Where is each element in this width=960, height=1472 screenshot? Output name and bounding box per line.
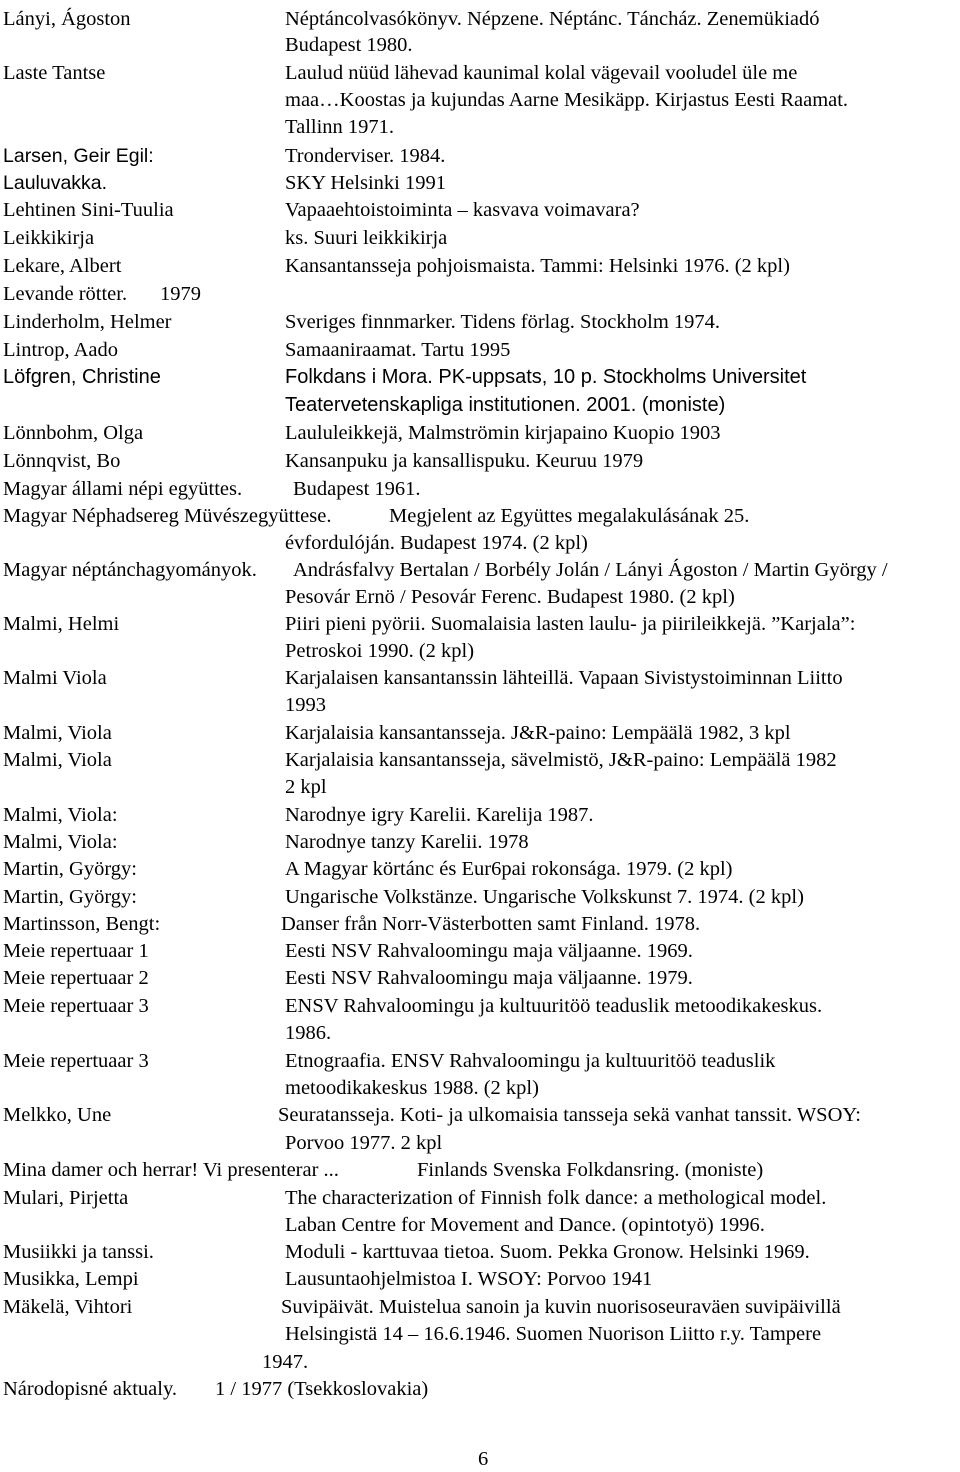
entry-text: Teatervetenskapliga institutionen. 2001. (moniste) <box>285 394 726 416</box>
entry-text: Kansanpuku ja kansallispuku. Keuruu 1979 <box>285 450 644 472</box>
entry-author: Melkko, Une <box>3 1104 112 1126</box>
entry-text: The characterization of Finnish folk dance: a methological model. <box>285 1187 827 1209</box>
entry-author: Malmi Viola <box>3 667 107 689</box>
entry-text: Narodnye igry Karelii. Karelija 1987. <box>285 804 594 826</box>
entry-text: Pesovár Ernö / Pesovár Ferenc. Budapest 1980. (2 kpl) <box>285 586 735 608</box>
entry-author: Meie repertuaar 1 <box>3 940 149 962</box>
entry-text: Porvoo 1977. 2 kpl <box>285 1132 443 1154</box>
entry-text: Eesti NSV Rahvaloomingu maja väljaanne. 1969. <box>285 940 693 962</box>
entry-author: Mulari, Pirjetta <box>3 1187 129 1209</box>
entry-author: Lönnbohm, Olga <box>3 422 144 444</box>
entry-text: Samaaniraamat. Tartu 1995 <box>285 339 511 361</box>
entry-author: Malmi, Helmi <box>3 613 120 635</box>
entry-author: Mäkelä, Vihtori <box>3 1296 133 1318</box>
entry-text: Karjalaisia kansantansseja, sävelmistö, J&R-paino: Lempäälä 1982 <box>285 749 837 771</box>
entry-text: Helsingistä 14 – 16.6.1946. Suomen Nuorison Liitto r.y. Tampere <box>285 1323 822 1345</box>
entry-text: ENSV Rahvaloomingu ja kultuuritöö teaduslik metoodikakeskus. <box>285 995 823 1017</box>
entry-text: Karjalaisen kansantanssin lähteillä. Vapaan Sivistystoiminnan Liitto <box>285 667 843 689</box>
entry-text: Karjalaisia kansantansseja. J&R-paino: Lempäälä 1982, 3 kpl <box>285 722 791 744</box>
entry-text: Vapaaehtoistoiminta – kasvava voimavara? <box>285 199 640 221</box>
entry-author: Musiikki ja tanssi. <box>3 1241 154 1263</box>
entry-author: Löfgren, Christine <box>3 366 161 388</box>
entry-text: ks. Suuri leikkikirja <box>285 227 448 249</box>
entry-author: Laste Tantse <box>3 62 106 84</box>
entry-text: Petroskoi 1990. (2 kpl) <box>285 640 475 662</box>
entry-text: Laulud nüüd lähevad kaunimal kolal vägevail vooludel üle me <box>285 62 798 84</box>
entry-text: Néptáncolvasókönyv. Népzene. Néptánc. Táncház. Zenemükiadó <box>285 8 820 30</box>
entry-text: A Magyar körtánc és Eur6pai rokonsága. 1979. (2 kpl) <box>285 858 733 880</box>
entry-author: Magyar néptánchagyományok. <box>3 559 257 581</box>
entry-author: Lányi, Ágoston <box>3 8 131 30</box>
entry-text: Sveriges finnmarker. Tidens förlag. Stockholm 1974. <box>285 311 721 333</box>
entry-text: Megjelent az Együttes megalakulásának 25. <box>389 505 750 527</box>
entry-text: 1986. <box>285 1022 332 1044</box>
entry-author: Lehtinen Sini-Tuulia <box>3 199 174 221</box>
entry-text: évfordulóján. Budapest 1974. (2 kpl) <box>285 532 588 554</box>
entry-text: 1993 <box>285 694 326 716</box>
entry-text: Finlands Svenska Folkdansring. (moniste) <box>417 1159 764 1181</box>
entry-text: Eesti NSV Rahvaloomingu maja väljaanne. 1979. <box>285 967 693 989</box>
entry-author: Národopisné aktualy. <box>3 1378 178 1400</box>
page-number: 6 <box>478 1448 489 1470</box>
entry-text: Tallinn 1971. <box>285 116 395 138</box>
entry-text: Tronderviser. 1984. <box>285 145 446 167</box>
entry-text: Laban Centre for Movement and Dance. (opintotyö) 1996. <box>285 1214 765 1236</box>
entry-author: Meie repertuaar 3 <box>3 1050 149 1072</box>
entry-text: 1979 <box>160 283 201 305</box>
entry-author: Lintrop, Aado <box>3 339 119 361</box>
entry-author: Levande rötter. <box>3 283 128 305</box>
entry-author: Mina damer och herrar! Vi presenterar ... <box>3 1159 339 1181</box>
entry-author: Martinsson, Bengt: <box>3 913 161 935</box>
entry-author: Musikka, Lempi <box>3 1268 139 1290</box>
entry-author: Meie repertuaar 3 <box>3 995 149 1017</box>
entry-author: Lönnqvist, Bo <box>3 450 121 472</box>
entry-text: Lausuntaohjelmistoa I. WSOY: Porvoo 1941 <box>285 1268 653 1290</box>
entry-author: Magyar állami népi együttes. <box>3 478 243 500</box>
entry-text: 1 / 1977 (Tsekkoslovakia) <box>215 1378 429 1400</box>
entry-author: Linderholm, Helmer <box>3 311 172 333</box>
entry-text: Budapest 1961. <box>293 478 421 500</box>
entry-text: 1947. <box>262 1351 309 1373</box>
entry-text: Narodnye tanzy Karelii. 1978 <box>285 831 529 853</box>
entry-author: Martin, György: <box>3 858 138 880</box>
entry-text: maa…Koostas ja kujundas Aarne Mesikäpp. Kirjastus Eesti Raamat. <box>285 89 849 111</box>
entry-text: Kansantansseja pohjoismaista. Tammi: Helsinki 1976. (2 kpl) <box>285 255 790 277</box>
entry-text: 2 kpl <box>285 776 327 798</box>
entry-text: Etnograafia. ENSV Rahvaloomingu ja kultuuritöö teaduslik <box>285 1050 776 1072</box>
entry-author: Lauluvakka. <box>3 172 108 194</box>
entry-author: Meie repertuaar 2 <box>3 967 149 989</box>
entry-text: Danser från Norr-Västerbotten samt Finland. 1978. <box>281 913 701 935</box>
entry-author: Martin, György: <box>3 886 138 908</box>
entry-text: Ungarische Volkstänze. Ungarische Volkskunst 7. 1974. (2 kpl) <box>285 886 804 908</box>
entry-text: Piiri pieni pyörii. Suomalaisia lasten laulu- ja piirileikkejä. ”Karjala”: <box>285 613 856 635</box>
entry-text: Moduli - karttuvaa tietoa. Suom. Pekka Gronow. Helsinki 1969. <box>285 1241 810 1263</box>
entry-author: Malmi, Viola <box>3 749 112 771</box>
entry-author: Leikkikirja <box>3 227 95 249</box>
entry-text: Seuratansseja. Koti- ja ulkomaisia tansseja sekä vanhat tanssit. WSOY: <box>278 1104 861 1126</box>
entry-text: Suvipäivät. Muistelua sanoin ja kuvin nuorisoseuraväen suvipäivillä <box>281 1296 841 1318</box>
entry-author: Malmi, Viola <box>3 722 112 744</box>
entry-author: Larsen, Geir Egil: <box>3 145 154 167</box>
entry-author: Magyar Néphadsereg Müvészegyüttese. <box>3 505 332 527</box>
entry-text: metoodikakeskus 1988. (2 kpl) <box>285 1077 539 1099</box>
entry-text: SKY Helsinki 1991 <box>285 172 446 194</box>
entry-author: Malmi, Viola: <box>3 804 118 826</box>
entry-author: Malmi, Viola: <box>3 831 118 853</box>
entry-author: Lekare, Albert <box>3 255 122 277</box>
entry-text: Andrásfalvy Bertalan / Borbély Jolán / Lányi Ágoston / Martin György / <box>293 559 888 581</box>
entry-text: Folkdans i Mora. PK-uppsats, 10 p. Stockholms Universitet <box>285 366 807 388</box>
entry-text: Laululeikkejä, Malmströmin kirjapaino Kuopio 1903 <box>285 422 721 444</box>
entry-text: Budapest 1980. <box>285 34 413 56</box>
